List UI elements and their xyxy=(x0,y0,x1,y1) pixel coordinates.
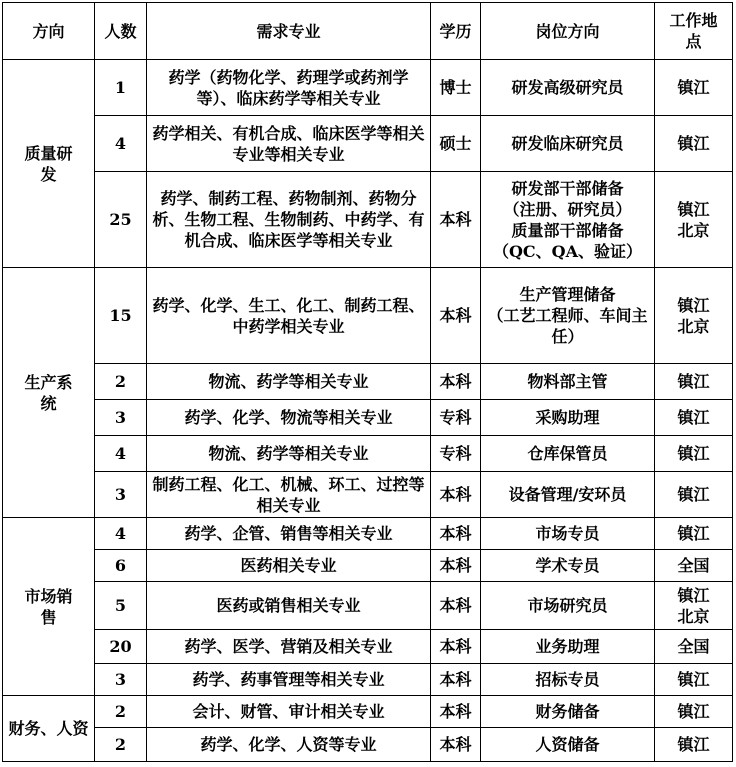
major-cell: 药学、企管、销售等相关专业 xyxy=(147,518,431,550)
position-cell xyxy=(481,268,655,364)
location-line: 镇江 xyxy=(677,295,710,315)
location-cell: 全国 xyxy=(655,630,733,664)
header-location: 工作地点 xyxy=(655,3,733,60)
position-cell xyxy=(481,172,655,268)
table-row xyxy=(3,472,733,518)
table-row xyxy=(3,116,733,172)
major-cell: 药学、化学、人资等专业 xyxy=(147,728,431,762)
count-cell: 20 xyxy=(95,630,147,664)
group-direction-cell: 生产系统 xyxy=(3,268,95,518)
table-row xyxy=(3,518,733,550)
position-cell: 招标专员 xyxy=(481,664,655,696)
major-cell: 药学、制药工程、药物制剂、药物分析、生物工程、生物制药、中药学、有机合成、临床医学等相关专业 xyxy=(147,172,431,268)
count-cell: 15 xyxy=(95,268,147,364)
group-direction-cell: 质量研发 xyxy=(3,60,95,268)
count-cell: 1 xyxy=(95,60,147,116)
location-line: 镇江 xyxy=(677,199,710,219)
position-cell: 财务储备 xyxy=(481,696,655,728)
header-degree: 学历 xyxy=(431,3,481,60)
degree-cell: 硕士 xyxy=(431,116,481,172)
header-position: 岗位方向 xyxy=(481,3,655,60)
major-cell: 医药相关专业 xyxy=(147,550,431,582)
location-cell: 镇江 xyxy=(655,60,733,116)
major-cell: 药学、医学、营销及相关专业 xyxy=(147,630,431,664)
table-row xyxy=(3,268,733,364)
count-cell: 25 xyxy=(95,172,147,268)
table-row xyxy=(3,550,733,582)
degree-cell: 专科 xyxy=(431,436,481,472)
major-cell: 药学、化学、生工、化工、制药工程、中药学相关专业 xyxy=(147,268,431,364)
table-row xyxy=(3,400,733,436)
header-count: 人数 xyxy=(95,3,147,60)
degree-cell: 本科 xyxy=(431,472,481,518)
location-cell xyxy=(655,172,733,268)
table-body xyxy=(3,60,733,762)
degree-cell: 本科 xyxy=(431,268,481,364)
major-cell: 物流、药学等相关专业 xyxy=(147,364,431,400)
position-line: 质量部干部储备 xyxy=(511,220,624,240)
degree-cell: 本科 xyxy=(431,550,481,582)
table-row xyxy=(3,582,733,630)
location-cell: 镇江 xyxy=(655,364,733,400)
location-cell xyxy=(655,268,733,364)
degree-cell: 本科 xyxy=(431,664,481,696)
table-row xyxy=(3,364,733,400)
major-cell: 会计、财管、审计相关专业 xyxy=(147,696,431,728)
location-cell: 镇江 xyxy=(655,472,733,518)
major-cell: 药学（药物化学、药理学或药剂学等）、临床药学等相关专业 xyxy=(147,60,431,116)
location-line: 北京 xyxy=(677,220,710,240)
degree-cell: 专科 xyxy=(431,400,481,436)
position-line: 研发部干部储备 xyxy=(511,178,624,198)
degree-cell: 本科 xyxy=(431,582,481,630)
major-cell: 药学相关、有机合成、临床医学等相关专业等相关专业 xyxy=(147,116,431,172)
header-direction: 方向 xyxy=(3,3,95,60)
count-cell: 2 xyxy=(95,364,147,400)
table-row xyxy=(3,60,733,116)
location-line: 北京 xyxy=(677,606,710,626)
count-cell: 4 xyxy=(95,116,147,172)
location-cell: 镇江 xyxy=(655,664,733,696)
position-cell: 人资储备 xyxy=(481,728,655,762)
location-cell xyxy=(655,582,733,630)
count-cell: 4 xyxy=(95,518,147,550)
location-cell: 镇江 xyxy=(655,696,733,728)
location-cell: 全国 xyxy=(655,550,733,582)
group-direction-cell: 财务、人资 xyxy=(3,696,95,762)
position-line: 生产管理储备 xyxy=(519,285,616,304)
degree-cell: 博士 xyxy=(431,60,481,116)
major-cell: 医药或销售相关专业 xyxy=(147,582,431,630)
position-cell: 仓库保管员 xyxy=(481,436,655,472)
major-cell: 药学、化学、物流等相关专业 xyxy=(147,400,431,436)
position-cell: 市场专员 xyxy=(481,518,655,550)
count-cell: 5 xyxy=(95,582,147,630)
header-row xyxy=(3,3,733,60)
count-cell: 2 xyxy=(95,728,147,762)
table-row xyxy=(3,172,733,268)
position-cell: 采购助理 xyxy=(481,400,655,436)
count-cell: 3 xyxy=(95,400,147,436)
position-cell: 设备管理/安环员 xyxy=(481,472,655,518)
table-row xyxy=(3,630,733,664)
position-cell: 研发临床研究员 xyxy=(481,116,655,172)
table-row xyxy=(3,728,733,762)
major-cell: 物流、药学等相关专业 xyxy=(147,436,431,472)
position-cell: 物料部主管 xyxy=(481,364,655,400)
location-cell: 镇江 xyxy=(655,116,733,172)
degree-cell: 本科 xyxy=(431,364,481,400)
position-cell: 市场研究员 xyxy=(481,582,655,630)
degree-cell: 本科 xyxy=(431,172,481,268)
count-cell: 3 xyxy=(95,472,147,518)
table-row xyxy=(3,664,733,696)
table-row xyxy=(3,436,733,472)
position-cell: 业务助理 xyxy=(481,630,655,664)
recruitment-table xyxy=(2,2,733,762)
degree-cell: 本科 xyxy=(431,518,481,550)
location-cell: 镇江 xyxy=(655,518,733,550)
table-row xyxy=(3,696,733,728)
position-cell: 学术专员 xyxy=(481,550,655,582)
location-cell: 镇江 xyxy=(655,728,733,762)
position-line: （工艺工程师、车间主任） xyxy=(487,306,648,346)
header-major: 需求专业 xyxy=(147,3,431,60)
group-direction-cell: 市场销售 xyxy=(3,518,95,696)
location-line: 北京 xyxy=(677,316,710,336)
position-cell: 研发高级研究员 xyxy=(481,60,655,116)
count-cell: 2 xyxy=(95,696,147,728)
position-line: （QC、QA、验证） xyxy=(492,241,643,261)
count-cell: 3 xyxy=(95,664,147,696)
degree-cell: 本科 xyxy=(431,696,481,728)
count-cell: 4 xyxy=(95,436,147,472)
location-cell: 镇江 xyxy=(655,400,733,436)
count-cell: 6 xyxy=(95,550,147,582)
location-cell: 镇江 xyxy=(655,436,733,472)
location-line: 镇江 xyxy=(677,585,710,605)
position-line: （注册、研究员） xyxy=(503,199,632,219)
major-cell: 药学、药事管理等相关专业 xyxy=(147,664,431,696)
major-cell: 制药工程、化工、机械、环工、过控等相关专业 xyxy=(147,472,431,518)
degree-cell: 本科 xyxy=(431,630,481,664)
degree-cell: 本科 xyxy=(431,728,481,762)
